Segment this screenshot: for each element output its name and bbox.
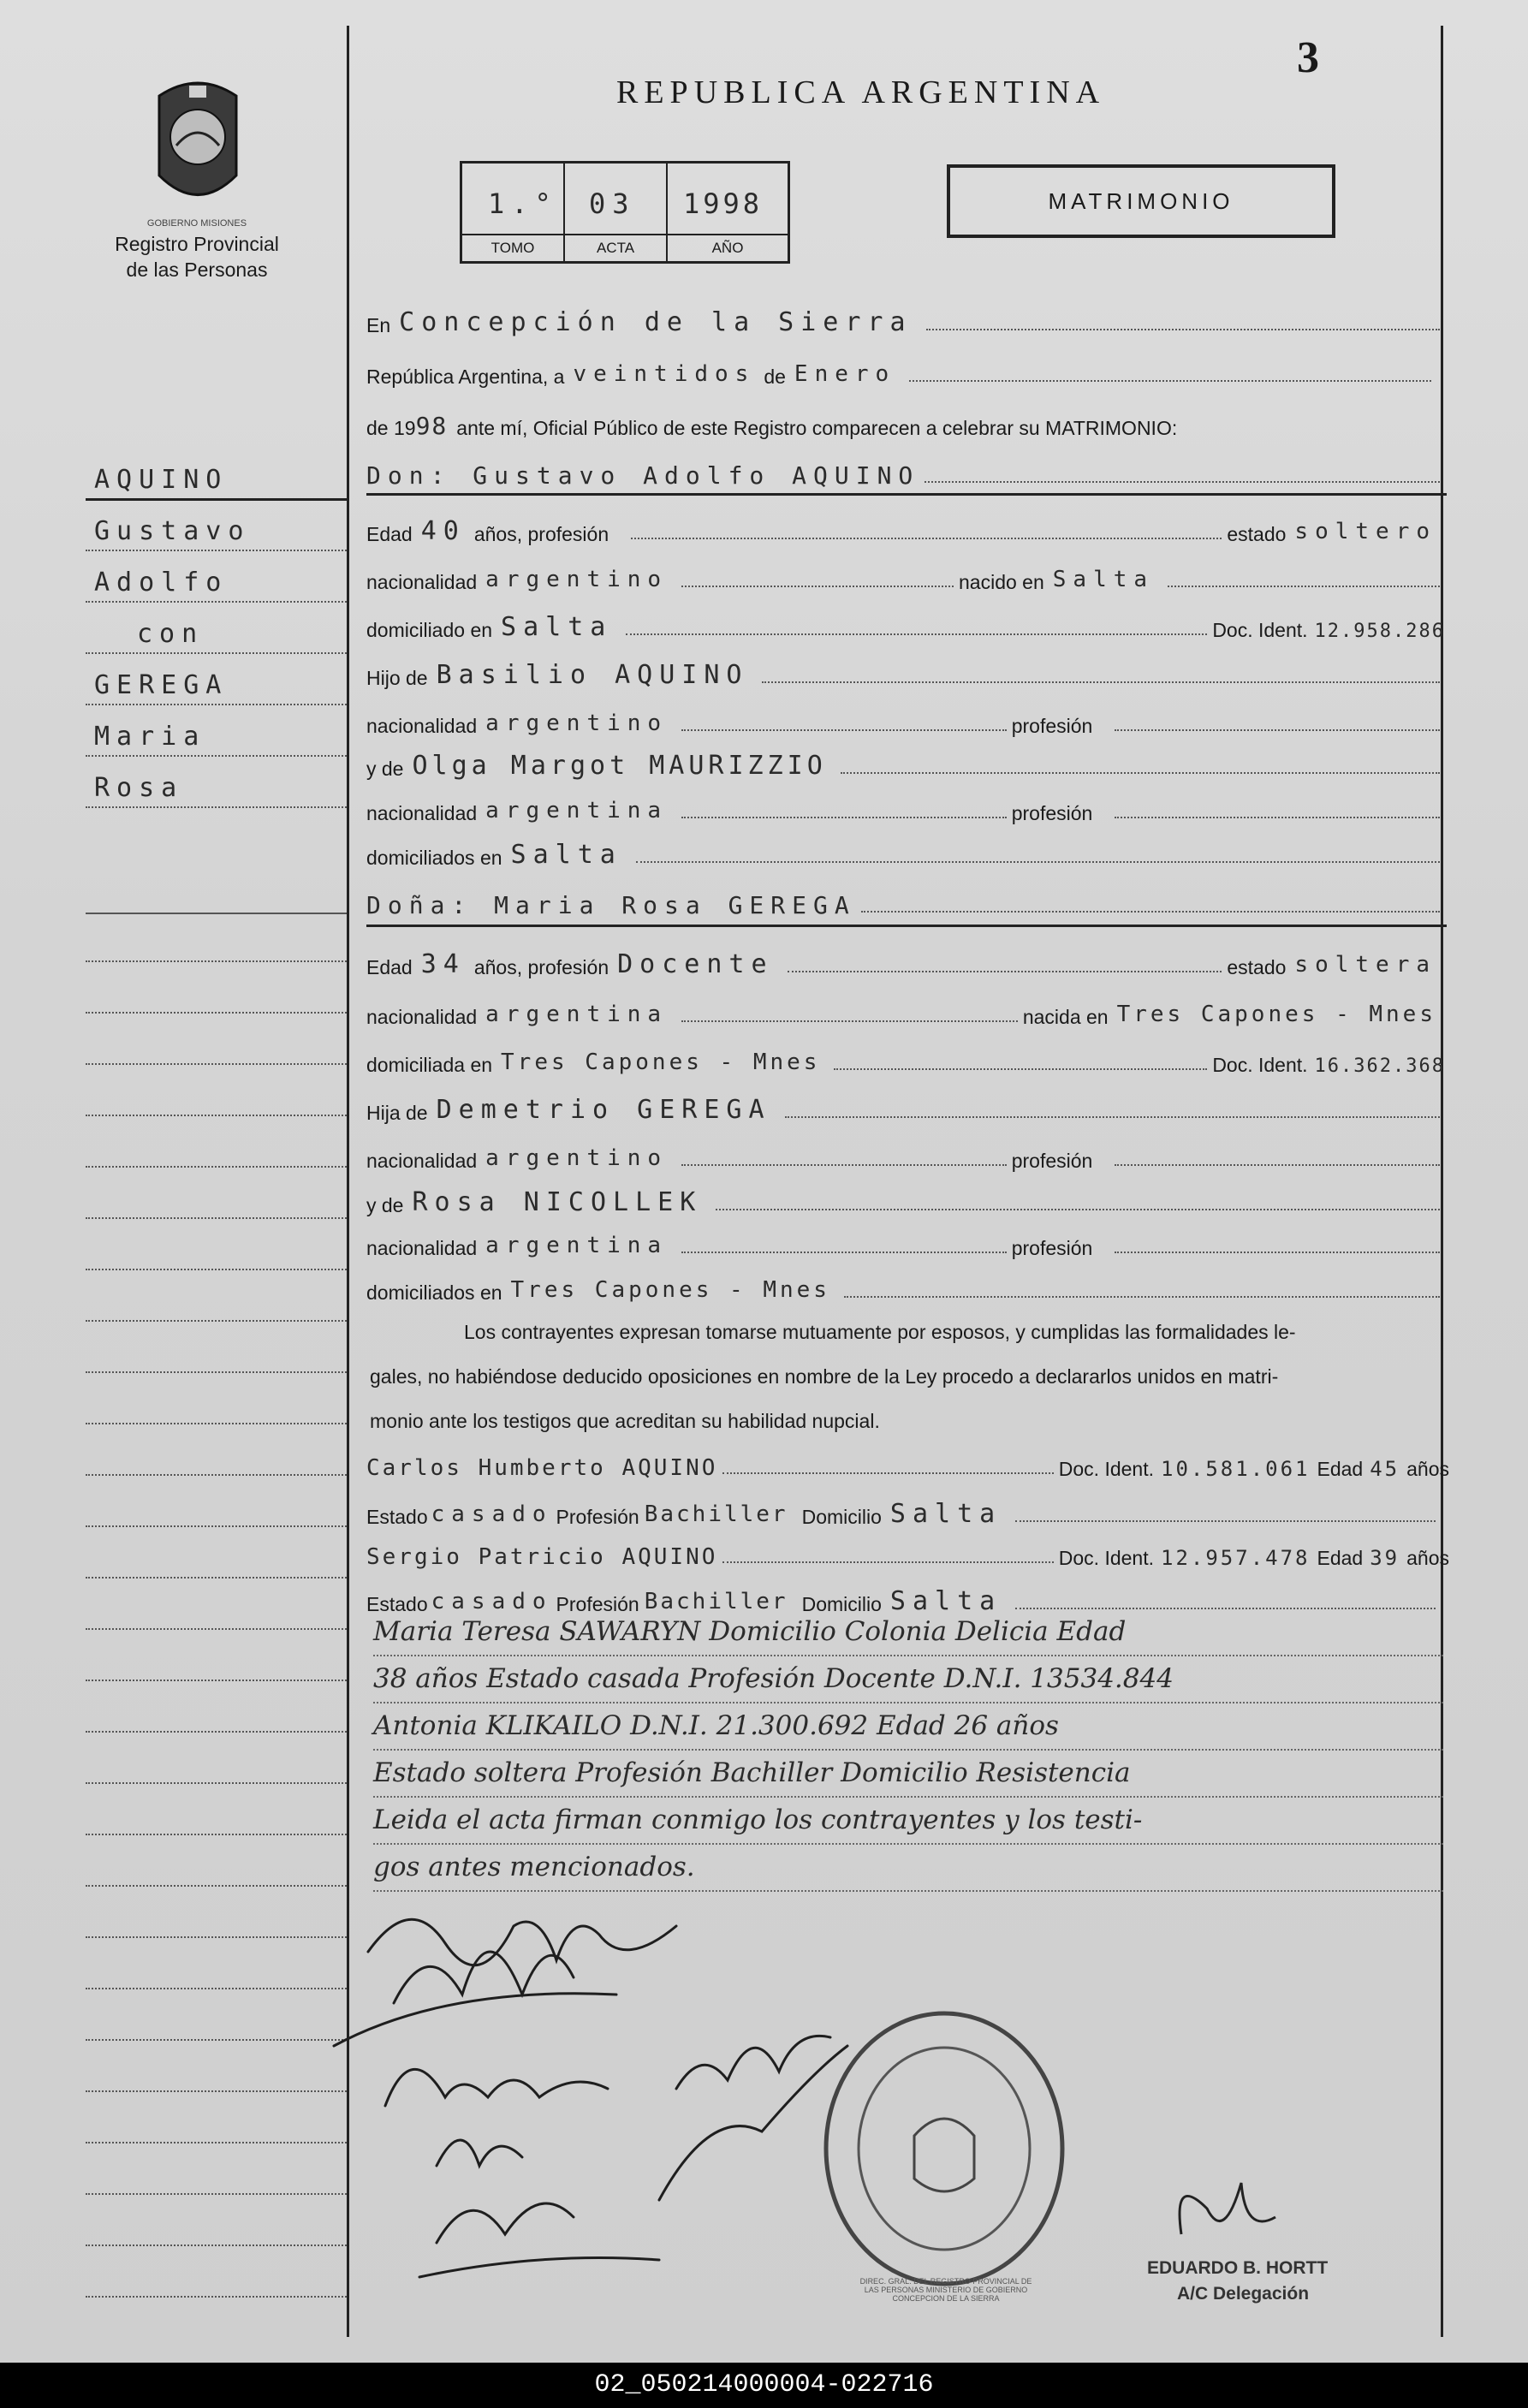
dotted-line — [681, 586, 954, 587]
document-type: MATRIMONIO — [1048, 188, 1234, 214]
margin-line — [86, 2096, 347, 2143]
groom-residence: Salta — [501, 612, 613, 642]
republica-label: República Argentina, a — [366, 366, 565, 388]
dotted-line — [626, 633, 1207, 635]
witness-1-doc: 10.581.061 — [1161, 1457, 1311, 1481]
margin-line — [86, 1993, 347, 2041]
bride-name-row — [366, 873, 1445, 919]
domiciliados-label: domiciliados en — [366, 847, 502, 869]
nacionalidad-label: nacionalidad — [366, 715, 478, 737]
groom-birthplace: Salta — [1052, 567, 1155, 592]
profesion-label: años, profesión — [473, 523, 609, 545]
nacionalidad-label: nacionalidad — [366, 1006, 478, 1028]
estado-label: Estado — [366, 1593, 428, 1615]
edad-label: Edad — [366, 956, 413, 978]
y-de-label: y de — [366, 1194, 404, 1216]
official-name: EDUARDO B. HORTT — [1147, 2258, 1329, 2278]
dotted-line — [762, 681, 1440, 683]
intro-date-row — [366, 342, 1436, 389]
margin-line — [86, 1890, 347, 1938]
witness-2-domicilio: Salta — [889, 1586, 1002, 1616]
bride-civil-status: soltera — [1294, 952, 1436, 978]
dotted-line — [861, 911, 1440, 913]
profesion-label: profesión — [1011, 802, 1093, 824]
dotted-line — [834, 1068, 1207, 1070]
en-label: En — [366, 314, 391, 336]
witness-1-row — [366, 1435, 1449, 1481]
margin-line — [86, 1736, 347, 1784]
statement-line-2: gales, no habiéndose deducido oposiciones en nombre de la Ley procedo a declararlos unidos en matri- — [370, 1365, 1279, 1388]
handwritten-line-6: gos antes mencionados. — [373, 1845, 1443, 1892]
margin-line — [86, 914, 347, 962]
bride-father-nationality: argentino — [485, 1145, 669, 1171]
margin-line — [86, 1068, 347, 1116]
estado-label: estado — [1227, 956, 1287, 978]
groom-father-nationality: argentino — [485, 711, 669, 736]
doc-label: Doc. Ident. — [1058, 1458, 1154, 1480]
margin-line — [86, 1017, 347, 1065]
edad-label: Edad — [1317, 1547, 1364, 1569]
estado-label: Estado — [366, 1506, 428, 1528]
dotted-line — [681, 1020, 1018, 1022]
dotted-line — [681, 1252, 1007, 1253]
acta-cell — [565, 164, 668, 261]
dotted-line — [1168, 586, 1440, 587]
bride-father-row — [366, 1079, 1445, 1125]
marriage-place: Concepción de la Sierra — [399, 307, 913, 337]
bride-mother-row — [366, 1171, 1445, 1217]
acta-value: 03 — [589, 187, 636, 220]
margin-line — [86, 1839, 347, 1887]
margin-line — [86, 1222, 347, 1270]
estado-label: estado — [1227, 523, 1287, 545]
bride-profession: Docente — [617, 949, 774, 979]
dotted-line — [1115, 1252, 1440, 1253]
dotted-line — [785, 1116, 1440, 1118]
page-number: 3 — [1297, 33, 1319, 82]
groom-parents-res-row — [366, 823, 1445, 870]
dotted-line — [722, 1561, 1053, 1563]
bride-age-row — [366, 933, 1445, 979]
bride-residence: Tres Capones - Mnes — [501, 1049, 821, 1075]
ano-label: AÑO — [668, 234, 788, 261]
bride-mother: Rosa NICOLLEK — [412, 1187, 703, 1217]
witness-1-age: 45 — [1370, 1457, 1400, 1481]
groom-name: Don: Gustavo Adolfo AQUINO — [366, 461, 920, 490]
dotted-line — [722, 1472, 1053, 1474]
groom-residence-row — [366, 596, 1445, 642]
record-box — [460, 161, 790, 264]
margin-given-2: Adolfo — [94, 568, 229, 598]
y-de-label: y de — [366, 758, 404, 780]
margin-line — [86, 1428, 347, 1476]
margin-line — [86, 2250, 347, 2298]
edad-label: Edad — [366, 523, 413, 545]
domiciliado-label: domiciliado en — [366, 619, 493, 641]
dotted-line — [631, 538, 1222, 539]
margin-line — [86, 966, 347, 1014]
profesion-label: Profesión — [556, 1506, 639, 1528]
tomo-value: 1.° — [488, 187, 558, 220]
marriage-month: Enero — [794, 361, 896, 387]
official-stamp-icon — [820, 2007, 1068, 2290]
bride-mother-nat-row — [366, 1214, 1445, 1260]
dotted-line — [788, 971, 1222, 972]
margin-connector: con — [137, 619, 205, 649]
dotted-line — [926, 329, 1440, 330]
bride-name: Doña: Maria Rosa GEREGA — [366, 891, 856, 919]
margin-given-1: Gustavo — [94, 516, 251, 546]
groom-father-nat-row — [366, 692, 1445, 738]
nacionalidad-label: nacionalidad — [366, 571, 478, 593]
witness-2-row — [366, 1524, 1449, 1570]
handwritten-line-2: 38 años Estado casada Profesión Docente D.N.I. 13534.844 — [373, 1656, 1443, 1703]
margin-surname-2: GEREGA — [94, 670, 229, 700]
profesion-label: profesión — [1011, 715, 1093, 737]
dotted-line — [909, 380, 1431, 382]
tomo-label: TOMO — [462, 234, 563, 261]
hijo-label: Hijo de — [366, 667, 428, 689]
registry-line-2: de las Personas — [126, 259, 268, 281]
margin-line — [86, 709, 347, 757]
witness-2-age: 39 — [1370, 1546, 1400, 1570]
tomo-cell — [462, 164, 565, 261]
bride-age: 34 — [420, 949, 466, 979]
groom-age: 40 — [420, 516, 466, 546]
ano-value: 1998 — [683, 187, 764, 220]
statement-paragraph — [370, 1310, 1444, 1443]
nacionalidad-label: nacionalidad — [366, 1237, 478, 1259]
margin-line — [86, 2198, 347, 2246]
bride-father: Demetrio GEREGA — [436, 1095, 771, 1125]
groom-nationality: argentino — [485, 567, 669, 592]
official-title: A/C Delegación — [1177, 2284, 1310, 2304]
dotted-line — [636, 861, 1440, 863]
country-title: REPUBLICA ARGENTINA — [616, 74, 1106, 110]
document-type-box — [947, 164, 1335, 238]
margin-line — [86, 2044, 347, 2092]
margin-line — [86, 555, 347, 603]
margin-line — [86, 760, 347, 808]
groom-father: Basilio AQUINO — [436, 660, 749, 690]
dotted-line — [681, 729, 1007, 731]
intro-year-row — [366, 394, 1445, 440]
bride-nationality: argentina — [485, 1002, 669, 1027]
witness-2-profesion: Bachiller — [644, 1589, 788, 1614]
margin-line — [86, 606, 347, 654]
dotted-line — [716, 1209, 1440, 1210]
domicilio-label: Domicilio — [801, 1506, 882, 1528]
groom-parents-residence: Salta — [510, 840, 622, 870]
bride-birthplace: Tres Capones - Mnes — [1116, 1002, 1436, 1027]
nacionalidad-label: nacionalidad — [366, 802, 478, 824]
margin-line — [86, 1171, 347, 1219]
bride-nationality-row — [366, 983, 1445, 1029]
province-seal-icon — [151, 77, 245, 214]
witness-2-name: Sergio Patricio AQUINO — [366, 1544, 718, 1570]
margin-line — [86, 503, 347, 551]
domiciliados-label: domiciliados en — [366, 1281, 502, 1304]
margin-line — [86, 1941, 347, 1989]
intro-place-row — [366, 291, 1445, 337]
witness-1-name: Carlos Humberto AQUINO — [366, 1455, 718, 1481]
handwritten-line-4: Estado soltera Profesión Bachiller Domicilio Resistencia — [373, 1751, 1443, 1798]
margin-line — [86, 1120, 347, 1168]
margin-line — [86, 657, 347, 705]
handwritten-line-3: Antonia KLIKAILO D.N.I. 21.300.692 Edad 26 años — [373, 1703, 1443, 1751]
margin-line — [86, 1633, 347, 1681]
nacionalidad-label: nacionalidad — [366, 1150, 478, 1172]
registry-line-1: Registro Provincial — [115, 233, 279, 255]
nacida-label: nacida en — [1022, 1006, 1109, 1028]
groom-mother-row — [366, 734, 1445, 781]
witness-1-estado: casado — [431, 1501, 553, 1527]
intro-text: ante mí, Oficial Público de este Registro comparecen a celebrar su MATRIMONIO: — [456, 417, 1178, 439]
margin-given-3: Maria — [94, 722, 206, 752]
dotted-line — [844, 1296, 1440, 1298]
dotted-line — [1115, 1164, 1440, 1166]
groom-nationality-row — [366, 548, 1445, 594]
bride-parents-residence: Tres Capones - Mnes — [510, 1277, 830, 1303]
profesion-label: profesión — [1011, 1150, 1093, 1172]
doc-label: Doc. Ident. — [1212, 1054, 1308, 1076]
footer-code: 02_050214000004-022716 — [0, 2363, 1528, 2408]
groom-mother: Olga Margot MAURIZZIO — [412, 751, 827, 781]
witness-1-profesion: Bachiller — [644, 1501, 788, 1527]
groom-mother-nat-row — [366, 779, 1445, 825]
handwritten-line-5: Leida el acta firman conmigo los contrayentes y los testi- — [373, 1798, 1443, 1845]
dotted-line — [1015, 1520, 1436, 1522]
margin-line — [86, 1787, 347, 1835]
divider — [366, 493, 1447, 496]
anos-label: años — [1406, 1458, 1449, 1480]
groom-father-row — [366, 644, 1445, 690]
margin-given-4: Rosa — [94, 773, 184, 803]
divider — [366, 925, 1447, 927]
margin-line — [86, 866, 347, 914]
doc-label: Doc. Ident. — [1058, 1547, 1154, 1569]
witness-2-doc: 12.957.478 — [1161, 1546, 1311, 1570]
margin-line — [86, 2147, 347, 2195]
nacido-label: nacido en — [959, 571, 1044, 593]
groom-name-row — [366, 443, 1445, 490]
dotted-line — [681, 1164, 1007, 1166]
margin-line — [86, 1325, 347, 1373]
profesion-label: Profesión — [556, 1593, 639, 1615]
ano-cell — [668, 164, 788, 261]
domicilio-label: Domicilio — [801, 1593, 882, 1615]
bride-residence-row — [366, 1031, 1445, 1077]
marriage-year: 98 — [415, 412, 449, 440]
profesion-label: profesión — [1011, 1237, 1093, 1259]
domiciliada-label: domiciliada en — [366, 1054, 493, 1076]
statement-line-3: monio ante los testigos que acreditan su habilidad nupcial. — [370, 1410, 880, 1432]
handwritten-line-1: Maria Teresa SAWARYN Domicilio Colonia Delicia Edad — [373, 1609, 1443, 1656]
doc-label: Doc. Ident. — [1212, 619, 1308, 641]
year-prefix: de 19 — [366, 417, 416, 439]
groom-doc-number: 12.958.286 — [1314, 621, 1445, 642]
margin-line — [86, 1531, 347, 1579]
margin-surname-1: AQUINO — [94, 465, 229, 495]
edad-label: Edad — [1317, 1458, 1364, 1480]
official-stamp-text: DIREC. GRAL. DEL REGISTRO PROVINCIAL DE LAS PERSONAS MINISTERIO DE GOBIERNO CONCEPCION DE LA SIERRA — [859, 2277, 1032, 2303]
margin-line — [86, 452, 347, 501]
official-signature-icon — [1147, 2157, 1301, 2260]
anos-label: años — [1406, 1547, 1449, 1569]
witness-1-domicilio: Salta — [889, 1499, 1002, 1529]
bride-mother-nationality: argentina — [485, 1233, 669, 1258]
dotted-line — [681, 817, 1007, 818]
dotted-line — [1115, 729, 1440, 731]
bride-doc-number: 16.362.368 — [1314, 1055, 1445, 1077]
groom-age-row — [366, 500, 1445, 546]
dotted-line — [841, 772, 1440, 774]
bride-parents-res-row — [366, 1258, 1445, 1305]
groom-civil-status: soltero — [1294, 519, 1436, 544]
margin-line — [86, 1479, 347, 1527]
marriage-day: veintidos — [573, 361, 756, 387]
seal-text: GOBIERNO MISIONES — [146, 218, 247, 229]
margin-line — [86, 1376, 347, 1424]
margin-line — [86, 1274, 347, 1322]
witness-2-estado: casado — [431, 1589, 553, 1614]
dotted-line — [1115, 817, 1440, 818]
margin-line — [86, 1685, 347, 1733]
acta-label: ACTA — [565, 234, 666, 261]
registry-name — [107, 231, 287, 282]
hija-label: Hija de — [366, 1102, 428, 1124]
witness-1-details — [366, 1483, 1441, 1529]
handwritten-block — [373, 1609, 1443, 1892]
de-label: de — [764, 366, 786, 388]
groom-mother-nationality: argentina — [485, 798, 669, 823]
bride-father-nat-row — [366, 1127, 1445, 1173]
margin-line — [86, 1582, 347, 1630]
dotted-line — [925, 481, 1440, 483]
statement-line-1: Los contrayentes expresan tomarse mutuamente por esposos, y cumplidas las formalidades le- — [464, 1321, 1296, 1343]
profesion-label: años, profesión — [473, 956, 609, 978]
